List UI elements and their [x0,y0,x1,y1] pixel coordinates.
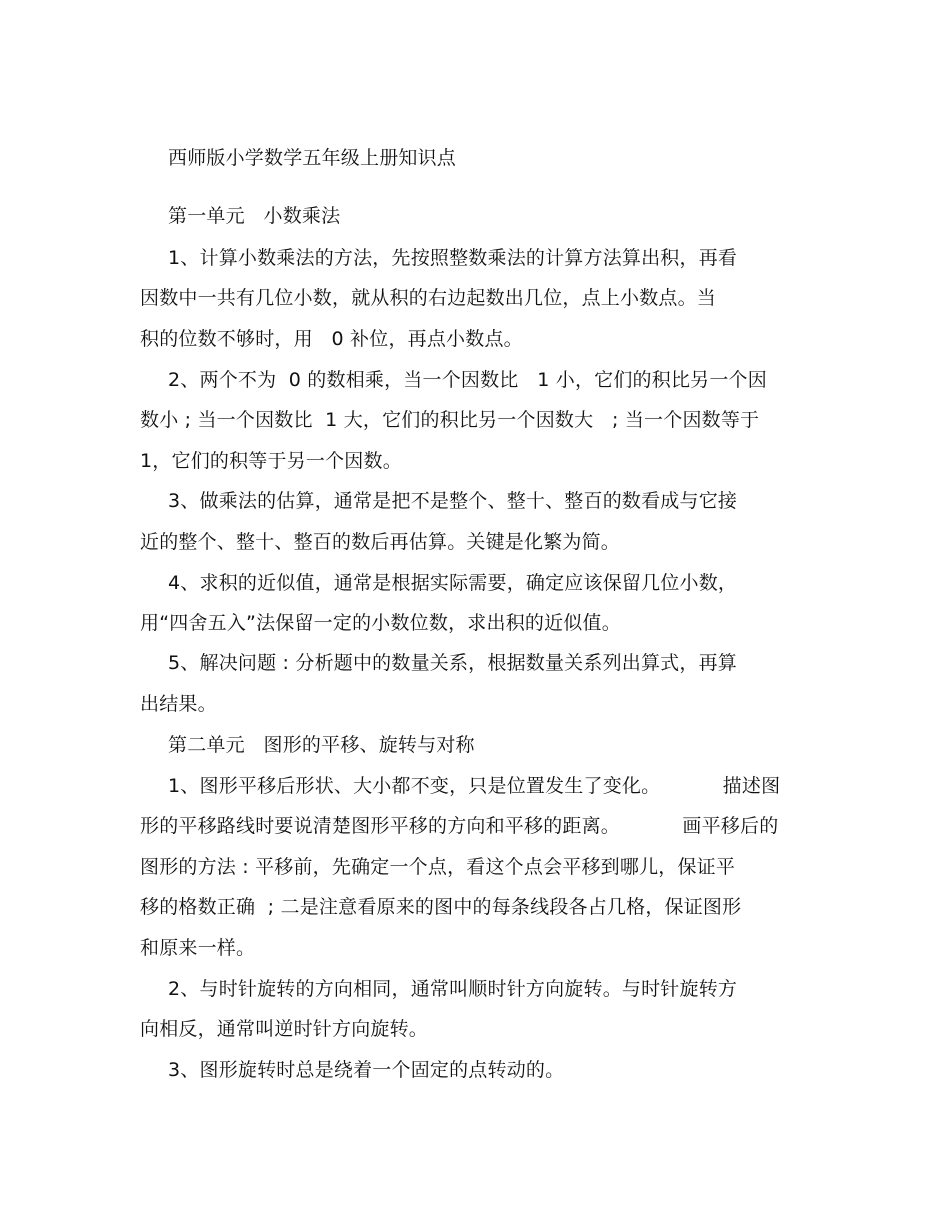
unit1-p1-line3: 积的位数不够时，用 0 补位，再点小数点。 [140,328,523,350]
unit1-p2-line3: 1，它们的积等于另一个因数。 [140,450,402,472]
unit1-p1-line2: 因数中一共有几位小数，就从积的右边起数出几位，点上小数点。当 [140,287,717,309]
unit2-p2-line1: 2、与时针旋转的方向相同，通常叫顺时针方向旋转。与时针旋转方 [168,978,738,1000]
unit1-p2-line2: 数小 ; 当一个因数比 1 大，它们的积比另一个因数大 ; 当一个因数等于 [140,409,760,431]
unit1-p5-line1: 5、解决问题 : 分析题中的数量关系，根据数量关系列出算式，再算 [168,652,737,674]
unit1-heading: 第一单元 小数乘法 [168,205,341,227]
unit2-heading: 第二单元 图形的平移、旋转与对称 [168,734,475,756]
unit2-p3-line1: 3、图形旋转时总是绕着一个固定的点转动的。 [168,1059,565,1081]
unit1-p4-line2: 用“四舍五入”法保留一定的小数位数，求出积的近似值。 [140,612,621,634]
unit2-p2-line2: 向相反，通常叫逆时针方向旋转。 [140,1018,429,1040]
unit2-p1-line1: 1、图形平移后形状、大小都不变，只是位置发生了变化。 描述图 [168,775,781,797]
unit1-p3-line1: 3、做乘法的估算，通常是把不是整个、整十、整百的数看成与它接 [168,490,738,512]
unit2-p1-line2: 形的平移路线时要说清楚图形平移的方向和平移的距离。 画平移后的 [140,815,779,837]
unit2-p1-line4: 移的格数正确 ; 二是注意看原来的图中的每条线段各占几格，保证图形 [140,896,742,918]
document-title: 西师版小学数学五年级上册知识点 [168,147,457,169]
unit1-p2-line1: 2、两个不为 0 的数相乘，当一个因数比 1 小，它们的积比另一个因 [168,369,767,391]
unit2-p1-line3: 图形的方法 : 平移前，先确定一个点，看这个点会平移到哪儿，保证平 [140,856,736,878]
unit2-p1-line5: 和原来一样。 [140,937,256,959]
unit1-p5-line2: 出结果。 [140,693,217,715]
unit1-p3-line2: 近的整个、整十、整百的数后再估算。关键是化繁为简。 [140,531,621,553]
unit1-p1-line1: 1、计算小数乘法的方法，先按照整数乘法的计算方法算出积，再看 [168,247,738,269]
unit1-p4-line1: 4、求积的近似值，通常是根据实际需要，确定应该保留几位小数， [168,572,738,594]
